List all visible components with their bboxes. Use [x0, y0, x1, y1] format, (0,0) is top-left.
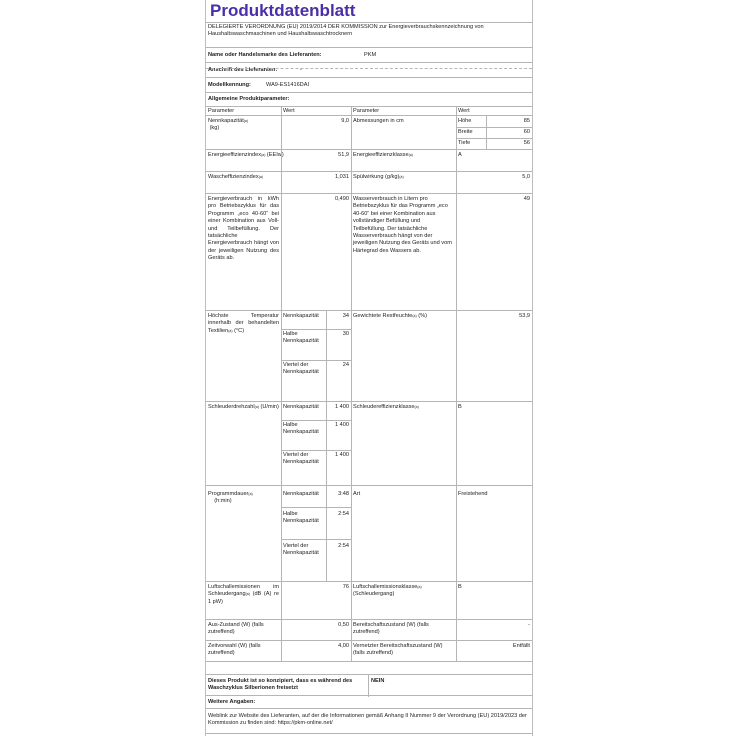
program-duration-sub-2: Halbe Nennkapazität [283, 511, 319, 525]
depth-label: Tiefe [458, 140, 471, 146]
height-label: Höhe [458, 118, 472, 124]
general-params-label: Allgemeine Produktparameter: [208, 96, 290, 102]
header-value-right: Wert [458, 108, 470, 114]
standby-value: - [528, 622, 530, 628]
header-value-left: Wert [283, 108, 295, 114]
depth-value: 56 [523, 140, 530, 146]
energy-consumption-value: 0,490 [335, 196, 349, 202]
delay-start-row [206, 641, 532, 662]
width-label: Breite [458, 129, 473, 135]
max-temperature-value-1: 34 [342, 313, 349, 319]
supplier-address-value: - [300, 67, 302, 73]
regulation-intro: DELEGIERTE VERORDNUNG (EU) 2019/2014 DER KOMMISSION zur Energieverbrauchskennzeichnung von Haushaltswaschmaschinen und Haushaltswaschtrocknern [208, 24, 484, 38]
regulation-intro-row [206, 22, 532, 48]
silver-label: Dieses Produkt ist so konzipiert, dass es während des Waschzyklus Silberionen freisetzt [208, 678, 353, 692]
program-duration-value-1: 3:48 [338, 491, 349, 497]
rinse-value: 5,0 [522, 174, 530, 180]
noise-label: Luftschallemissionen im Schleudergang$^{(a)}$ (dB (A) re 1 pW) [208, 584, 279, 605]
consumption-row [206, 194, 532, 311]
spin-speed-sub-3: Viertel der Nennkapazität [283, 452, 319, 466]
max-temperature-row [206, 311, 532, 402]
wash-efficiency-label: Wascheffizienzindex$^{(a)}$ [208, 174, 263, 180]
supplier-weblink[interactable]: Weblink zur Website des Lieferanten, auf der die Informationen gemäß Anhang II Nummer 9 der Verordnung (EU) 2019/2023 der Kommission zu finden sind: https://pkm-online.net/ [208, 713, 527, 727]
max-temperature-sub-1: Nennkapazität [283, 313, 319, 319]
sheet-title: Produktdatenblatt [210, 1, 356, 20]
delay-start-value: 4,00 [338, 643, 349, 649]
general-params-row [206, 93, 532, 107]
eei-row [206, 150, 532, 172]
spin-speed-value-1: 1 400 [335, 404, 349, 410]
max-temperature-sub-3: Viertel der Nennkapazität [283, 362, 319, 376]
off-mode-value: 0,50 [338, 622, 349, 628]
supplier-address-label: Anschrift des Lieferanten: [208, 67, 278, 73]
moisture-value: 53,9 [519, 313, 530, 319]
model-label: Modellkennung: [208, 82, 251, 88]
model-value: WA9-ES1416DAI [266, 82, 310, 88]
wash-efficiency-row [206, 172, 532, 194]
max-temperature-label: Höchste Temperatur innerhalb der behandelten Textilien$^{(a)}$ (°C) [208, 313, 279, 334]
spin-speed-value-2: 1 400 [335, 422, 349, 428]
capacity-label: Nennkapazität$^{(a)}$ (kg) [208, 118, 249, 132]
width-value: 60 [523, 129, 530, 135]
wash-efficiency-value: 1,031 [335, 174, 349, 180]
type-value: Freistehend [458, 491, 488, 497]
max-temperature-value-2: 30 [342, 331, 349, 337]
model-row [206, 78, 532, 93]
supplier-address-row [206, 63, 532, 78]
noise-class-label: Luftschallemissionsklasse$^{(a)}$ (Schleudergang) [353, 584, 422, 598]
off-mode-label: Aus-Zustand (W) (falls zutreffend) [208, 622, 264, 636]
program-duration-value-3: 2:54 [338, 543, 349, 549]
rinse-label: Spülwirkung $(g/kg)^{(a)}$ [353, 174, 404, 180]
noise-value: 76 [342, 584, 349, 590]
spin-speed-sub-1: Nennkapazität [283, 404, 319, 410]
noise-row [206, 582, 532, 620]
water-consumption-value: 49 [523, 196, 530, 202]
spin-speed-sub-2: Halbe Nennkapazität [283, 422, 319, 436]
program-duration-label: Programmdauer$^{(a)}$ (h:min) [208, 491, 253, 505]
program-duration-value-2: 2:54 [338, 511, 349, 517]
water-consumption-label: Wasserverbrauch in Litern pro Betriebszyklus für das Programm „eco 40-60“ bei einer Kombination aus vollständiger Befüllung und Teilbefüllung. Der tatsächliche Wasserverbrauch hängt von der jeweiligen Nutzung des Geräts und vom Härtegrad des Wassers ab. [353, 196, 452, 254]
type-label: Art [353, 491, 361, 497]
max-temperature-value-3: 24 [342, 362, 349, 368]
energy-class-label: Energieeffizienzklasse$^{(a)}$ [353, 152, 413, 158]
program-duration-sub-1: Nennkapazität [283, 491, 319, 497]
spin-speed-value-3: 1 400 [335, 452, 349, 458]
capacity-value: 9,0 [341, 118, 349, 124]
off-mode-row [206, 620, 532, 641]
header-param-left: Parameter [208, 108, 235, 114]
supplier-name-value: PKM [364, 52, 377, 58]
weblink-row [206, 709, 532, 734]
eei-label: Energieeffizienzindex$^{(a)}$ (EEIw) [208, 152, 284, 158]
max-temperature-sub-2: Halbe Nennkapazität [283, 331, 319, 345]
height-value: 85 [523, 118, 530, 124]
networked-standby-value: Entfällt [512, 643, 530, 649]
energy-consumption-label: Energieverbrauch in kWh pro Betriebszyklus für das Programm „eco 40-60“ bei einer Kombination aus Voll- und Teilbefüllung. Der tatsächliche Energieverbrauch hängt von der jeweiligen Nutzung des Geräts ab. [208, 196, 279, 262]
header-param-right: Parameter [353, 108, 380, 114]
supplier-name-label: Name oder Handelsmarke des Lieferanten: [208, 52, 322, 58]
eei-value: 51,9 [338, 152, 349, 158]
further-info-label: Weitere Angaben: [208, 699, 256, 705]
spin-speed-row [206, 402, 532, 486]
noise-class-value: B [458, 584, 462, 590]
spin-class-value: B [458, 404, 462, 410]
spin-speed-label: Schleuderdrehzahl$^{(a)}$ (U/min) [208, 404, 279, 410]
dimensions-label: Abmessungen in cm [353, 118, 404, 124]
spin-class-label: Schleudereffizienzklasse$^{(a)}$ [353, 404, 419, 410]
product-data-sheet [205, 0, 533, 736]
supplier-name-row [206, 48, 532, 63]
standby-label: Bereitschaftszustand (W) (falls zutreffend) [353, 622, 429, 636]
silver-value: NEIN [371, 678, 385, 684]
program-duration-row [206, 486, 532, 582]
moisture-label: Gewichtete Restfeuchte$^{(a)}$ (%) [353, 313, 427, 319]
networked-standby-label: Vernetzter Bereitschaftszustand (W) (falls zutreffend) [353, 643, 443, 657]
further-info-row [206, 696, 532, 709]
capacity-row [206, 116, 532, 150]
table-header-row [206, 107, 532, 116]
silver-row [206, 674, 532, 696]
energy-class-value: A [458, 152, 462, 158]
program-duration-sub-3: Viertel der Nennkapazität [283, 543, 319, 557]
delay-start-label: Zeitvorwahl (W) (falls zutreffend) [208, 643, 261, 657]
